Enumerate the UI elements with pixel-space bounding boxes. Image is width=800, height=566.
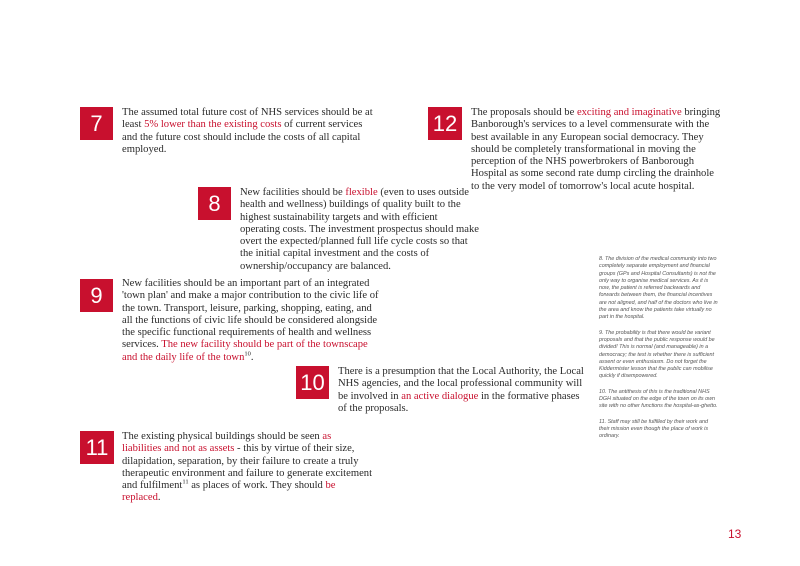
item-12-text: The proposals should be exciting and imaginative bringing Banborough's services to a level commensurate with the best available in any European social democracy. They should be completely transformational in moving the perception of the NHS powerbrokers of Banborough Hospital as some second rate dump circling the drainhole to the very model of tomorrow's local acute hospital. — [471, 107, 721, 192]
highlight-exciting: exciting and imaginative — [576, 107, 682, 118]
footnotes-column — [599, 256, 719, 449]
footnote-11: 11. Staff may still be fulfilled by their work and their mission even though the place of work is ordinary. — [599, 418, 709, 440]
item-9-text: New facilities should be an important part of an integrated 'town plan' and make a major contribution to the civic life of the town. Transport, leisure, parking, shopping, eating, and all the functions of civic life should be considered alongside the specific functional requirements of health and wellness services. The new facility should be part of the townscape and the daily life of the town$^{10}$. — [122, 278, 379, 363]
item-10-text: There is a presumption that the Local Authority, the Local NHS agencies, and the local professional community will be involved in an active dialogue in the formative phases of the proposals. — [338, 366, 584, 414]
highlight-flexible: flexible — [345, 187, 378, 198]
item-11-text: The existing physical buildings should be seen as liabilities and not as assets - this by virtue of their size, dilapidation, separation, by their failure to create a truly therapeutic environment and failure to generate excitement and fulfilment$^{11}$ as places of work. They should be replaced. — [122, 431, 373, 504]
highlight-cost: 5% lower than the existing costs — [144, 119, 282, 131]
highlight-dialogue: an active dialogue — [401, 390, 479, 402]
page-number: 13 — [728, 527, 742, 541]
highlight-replaced: be replaced — [122, 480, 336, 504]
item-number-11: 11 — [80, 431, 114, 464]
highlight-townscape: The new facility should be part of the townscape and the daily life of the town — [122, 339, 368, 363]
item-number-9: 9 — [80, 279, 113, 312]
footnote-9: 9. The probability is that there would be variant proposals and that the public response would be divided! This is normal (and manageable) in a democracy; the test is whether there is sufficient assent or even enthusiasm. Do not forget the Kiddermister lesson that the public can mobilise quickly if disempowered. — [599, 329, 715, 380]
item-8-text: New facilities should be flexible (even to uses outside health and wellness) buildings of quality built to the highest sustainability targets and with efficient operating costs. The investment prospectus should make overt the expected/planned full life cycle costs so that the initial capital investment and the costs of ownership/occupancy are balanced. — [240, 187, 480, 272]
item-7-text: The assumed total future cost of NHS services should be at least 5% lower than the existing costs of current services and the future cost should include the costs of all capital employed. — [122, 107, 373, 155]
footnote-10: 10. The antithesis of this is the traditional NHS DGH situated on the edge of the town on its own site with no other functions the hospital-as-ghetto. — [599, 388, 718, 410]
item-number-10: 10 — [296, 366, 329, 399]
footnote-ref-11: 11 — [182, 478, 189, 486]
item-number-7: 7 — [80, 107, 113, 140]
item-number-12: 12 — [428, 107, 462, 140]
footnote-ref-10: 10 — [244, 350, 251, 358]
item-number-8: 8 — [198, 187, 231, 220]
highlight-liabilities: as liabilities and not as assets — [122, 431, 332, 455]
footnote-8: 8. The division of the medical community into two completely separate employment and financial groups (GPs and Hospital Consultants) is not the only way to organise medical services. As it is now, the patient is referred backwards and forwards between them, the financial incentives are not aligned, and half of the doctors who live in the area and know the patients take virtually no part in the hospital. — [599, 256, 718, 321]
